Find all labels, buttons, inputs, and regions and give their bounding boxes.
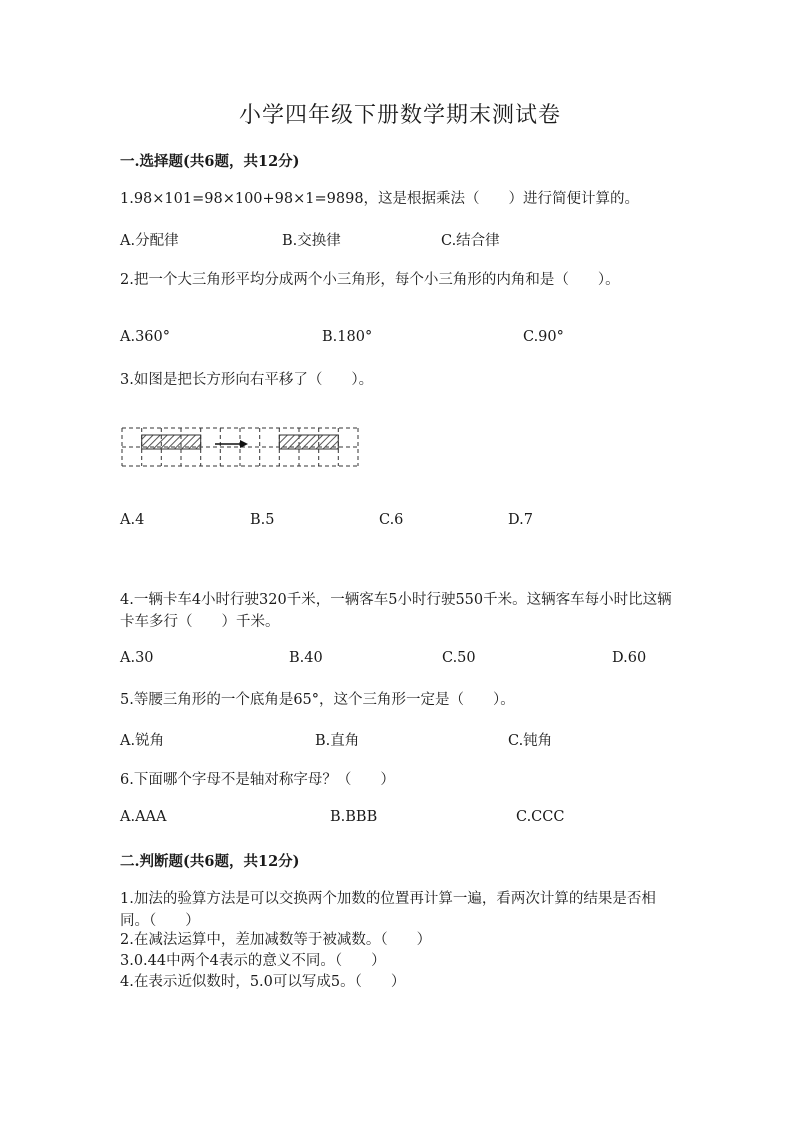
question-4-option-a: A.30 — [120, 650, 154, 666]
question-1-option-c: C.结合律 — [441, 233, 500, 249]
judgement-1-text: 1.加法的验算方法是可以交换两个加数的位置再计算一遍，看两次计算的结果是否相同。（ ） — [120, 891, 656, 929]
question-1-option-b: B.交换律 — [282, 233, 341, 249]
question-2-text: 2.把一个大三角形平均分成两个小三角形，每个小三角形的内角和是（ ）。 — [120, 272, 620, 288]
question-3-option-b: B.5 — [250, 512, 275, 528]
judgement-2-text: 2.在减法运算中，差加减数等于被减数。（ ） — [120, 932, 432, 948]
question-6-option-c: C.CCC — [516, 809, 565, 825]
question-6-option-a: A.AAA — [120, 809, 167, 825]
question-6-option-b: B.BBB — [330, 809, 378, 825]
page-title: 小学四年级下册数学期末测试卷 — [238, 103, 561, 128]
question-2-option-c: C.90° — [523, 329, 564, 345]
question-5-option-a: A.锐角 — [120, 733, 165, 749]
question-3-text: 3.如图是把长方形向右平移了（ ）。 — [120, 372, 374, 388]
question-5-text: 5.等腰三角形的一个底角是65°，这个三角形一定是（ ）。 — [120, 692, 515, 708]
section-heading-choice: 一.选择题(共6题，共12分) — [120, 153, 300, 170]
question-1-text: 1.98×101=98×100+98×1=9898，这是根据乘法（ ）进行简便计算的。 — [120, 191, 640, 207]
question-5-option-b: B.直角 — [315, 733, 360, 749]
question-4-option-c: C.50 — [442, 650, 476, 666]
section-heading-judgement: 二.判断题(共6题，共12分) — [120, 853, 300, 870]
translation-figure — [120, 425, 360, 469]
question-3-option-c: C.6 — [379, 512, 404, 528]
question-3-option-a: A.4 — [120, 512, 145, 528]
question-3-option-d: D.7 — [508, 512, 533, 528]
question-1-option-a: A.分配律 — [120, 233, 179, 249]
question-6-text: 6.下面哪个字母不是轴对称字母？（ ） — [120, 772, 395, 788]
judgement-3-text: 3.0.44中两个4表示的意义不同。（ ） — [120, 953, 386, 969]
question-5-option-c: C.钝角 — [508, 733, 553, 749]
question-4-option-d: D.60 — [612, 650, 647, 666]
question-2-option-a: A.360° — [120, 329, 171, 345]
question-4-option-b: B.40 — [289, 650, 323, 666]
question-2-option-b: B.180° — [322, 329, 373, 345]
question-4-text: 4.一辆卡车4小时行驶320千米，一辆客车5小时行驶550千米。这辆客车每小时比这辆卡车多行（ ）千米。 — [120, 592, 672, 630]
original-rectangle — [142, 435, 201, 449]
translated-rectangle — [279, 435, 338, 449]
judgement-4-text: 4.在表示近似数时，5.0可以写成5。（ ） — [120, 974, 406, 990]
